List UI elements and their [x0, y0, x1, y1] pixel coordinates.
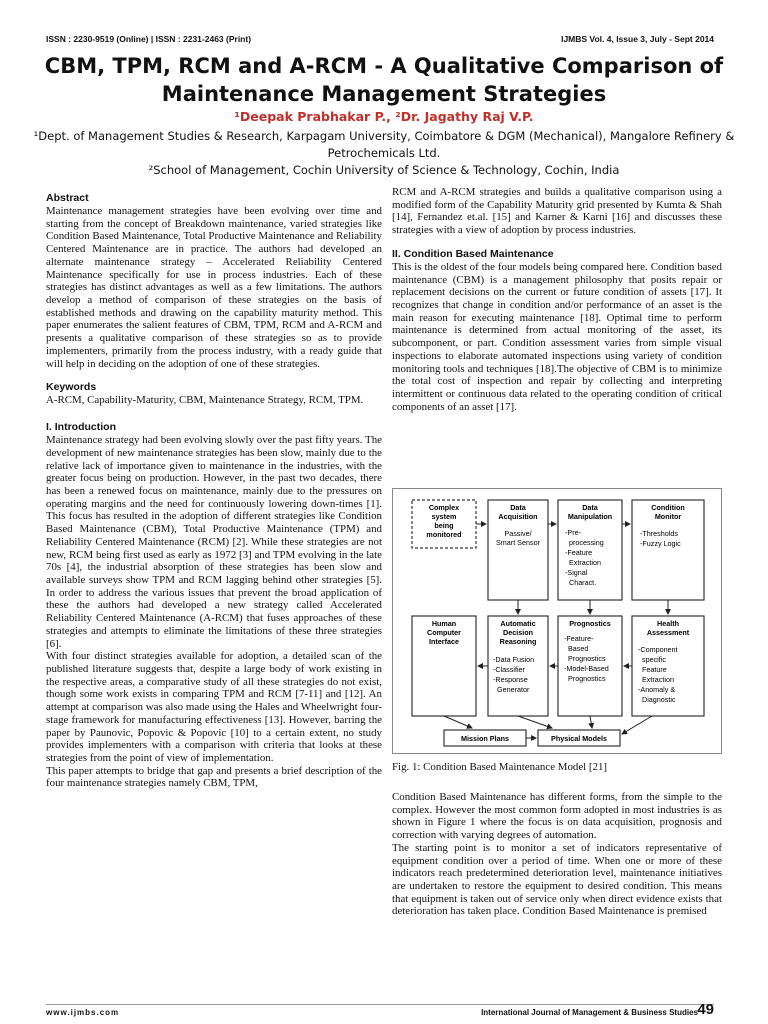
figure-label: Condition — [651, 503, 685, 512]
issn-header: ISSN : 2230-9519 (Online) | ISSN : 2231-2463 (Print) — [46, 34, 252, 44]
left-column — [46, 192, 382, 790]
figure-label: Assessment — [646, 628, 690, 637]
figure-label: -Feature- — [564, 634, 594, 643]
figure-label: -Pre- — [565, 528, 581, 537]
abstract-heading: Abstract — [46, 192, 89, 204]
introduction-heading: I. Introduction — [46, 421, 116, 434]
figure-label: Interface — [429, 637, 459, 646]
cbm-model-figure — [392, 488, 722, 754]
paper-title: CBM, TPM, RCM and A-RCM - A Qualitative Comparison of Maintenance Management Strategies — [44, 54, 724, 106]
authors: ¹Deepak Prabhakar P., ²Dr. Jagathy Raj V.P. — [234, 109, 534, 124]
figure-label: Health — [657, 619, 679, 628]
figure-label: Smart Sensor — [496, 538, 540, 547]
figure-label: Physical Models — [551, 734, 607, 743]
figure-caption: Fig. 1: Condition Based Maintenance Model [21] — [392, 761, 608, 773]
figure-label: Monitor — [654, 512, 682, 521]
right-column-bottom — [392, 791, 722, 918]
figure-label: -Signal — [565, 568, 588, 577]
figure-label: Passive/ — [504, 529, 532, 538]
figure-label: -Model-Based — [564, 664, 609, 673]
figure-label: Complex — [428, 503, 460, 512]
intro-paragraph: Maintenance strategy had been evolving slowly over the past fifty years. The development of new maintenance strategies has been slow, mainly due to the relative lack of importance given to maintenance in the industries, with the greater focus being on production. However, in the past two decades, there has been a renewed focus on maintenance, mainly due to the pressures on operating margins and the need for continuously lowering down-times [1]. This focus has resulted in the adoption of different strategies like Condition Based Maintenance (CBM), Total Productive Maintenance (TPM) and Reliability Centered Maintenance (RCM) [2]. While these strategies are not new, RCM being first used as early as 1972 [3] and TPM evolving in the late 70s [4], the industrial absorption of these strategies has been slow and available surveys show TPM and RCM lagging behind other strategies [5]. In order to address the various issues that prevent the broad application of these the authors had developed a new strategy called Accelerated Reliability Centered Maintenance (A-RCM) that fuses approaches of these strategies and attempts to eliminate the limitations of these three strategies [6]. — [46, 434, 382, 650]
figure-label: Computer — [427, 628, 461, 637]
right-top-text: RCM and A-RCM strategies and builds a qualitative comparison using a modified form of the Capability Maturity grid presented by Kumta & Shah [14], Fernandez et.al. [15] and Karner & Karni [16] and discusses these strategies with a view of adoption by process industries. — [392, 186, 722, 237]
keywords-heading: Keywords — [46, 381, 97, 394]
figure-label: -Response — [493, 675, 528, 684]
figure-label: Diagnostic — [642, 695, 676, 704]
figure-label: being — [434, 521, 454, 530]
figure-label: -Feature — [565, 548, 593, 557]
figure-label: Automatic — [500, 619, 536, 628]
figure-label: Prognostics — [568, 654, 606, 663]
figure-label: Manipulation — [567, 512, 613, 521]
cbm-heading: II. Condition Based Maintenance — [392, 247, 554, 260]
figure-label: Reasoning — [499, 637, 537, 646]
figure-label: processing — [569, 538, 604, 547]
figure-label: -Classifier — [493, 665, 525, 674]
intro-paragraph: With four distinct strategies available for adoption, a detailed scan of the published literature suggests that, despite a large body of work existing in the respective areas, a comparative study of all these strategies do not exist, though some work exists in comparing TPM and RCM [7-11] and [12]. An attempt at comparison was also made using the Hales and Wheelwright four-stage framework for manufacturing effectiveness [13]. However, barring the paper by Paunovic, Popovic & Popovic [10] to a certain extent, no study provides implementers with a comparison with criteria that looks at these strategies from the point of view of implementation. — [46, 650, 382, 765]
footer-rule — [46, 1004, 714, 1005]
figure-label: monitored — [426, 530, 462, 539]
figure-label: Acquisition — [498, 512, 538, 521]
figure-label: -Component — [638, 645, 678, 654]
journal-header: IJMBS Vol. 4, Issue 3, July - Sept 2014 — [561, 34, 714, 44]
right-bottom-paragraph: Condition Based Maintenance has different forms, from the simple to the complex. However the most common form adopted in most industries is as shown in Figure 1 where the focus is on data acquisition, prognosis and correction with varying degrees of automation. — [392, 791, 722, 842]
abstract-text: Maintenance management strategies have been evolving over time and starting from the concept of Breakdown maintenance, varied strategies like Condition Based Maintenance, Total Productive Maintenance and Reliability Centered Maintenance are in practice. The authors had developed an alternate maintenance strategy – Accelerated Reliability Centered Maintenance specifically for use in process industries. Each of these strategies has distinct advantages as well as a few limitations. The authors develop a method of comparison of these strategies on the basis of established methods and drawing on the capability maturity method. This paper enumerates the salient features of CBM, TPM, RCM and A-RCM and presents a qualitative comparison of these strategies so as to provide implementers, primarily from the process industry, with a ready guide that will help in deciding on the adoption of one of these strategies. — [46, 205, 382, 370]
figure-label: -Data Fusion — [493, 655, 535, 664]
figure-label: Prognostics — [569, 619, 611, 628]
keywords-text: A-RCM, Capability-Maturity, CBM, Maintenance Strategy, RCM, TPM. — [46, 394, 364, 407]
cbm-text: This is the oldest of the four models being compared here. Condition based maintenance (CBM) is a management philosophy that posits repair or replacement decisions on the current or future condition of assets [17]. It recognizes that change in condition and/or performance of an asset is the main reason for executing maintenance [18]. Optimal time to perform maintenance is determined from actual monitoring of the asset, its subcomponent, or part. Condition assessment varies from simple visual inspections to elaborate automated inspections using variety of condition monitoring tools and techniques [18].The objective of CBM is to minimize the total cost of inspection and repair by collecting and interpreting intermittent or continuous data related to the operating condition of critical components of an asset [17]. — [392, 260, 722, 413]
figure-label: Data — [582, 503, 598, 512]
figure-label: Based — [568, 644, 589, 653]
footer-journal: International Journal of Management & Business Studies — [481, 1008, 698, 1017]
footer-url[interactable]: www.ijmbs.com — [46, 1008, 120, 1017]
figure-label: Feature — [642, 665, 667, 674]
figure-label: Data — [510, 503, 526, 512]
page-number: 49 — [697, 1001, 714, 1018]
figure-label: specific — [642, 655, 666, 664]
figure-label: Extraction — [642, 675, 674, 684]
figure-label: Generator — [497, 685, 530, 694]
right-column-top — [392, 186, 722, 414]
affiliation-2: ²School of Management, Cochin University of Science & Technology, Cochin, India — [148, 163, 620, 177]
figure-label: system — [431, 512, 457, 521]
figure-label: Extraction — [569, 558, 601, 567]
intro-paragraph: This paper attempts to bridge that gap and presents a brief description of the four maintenance strategies namely CBM, TPM, — [46, 764, 382, 790]
figure-label: Decision — [503, 628, 533, 637]
figure-label: Prognostics — [568, 674, 606, 683]
affiliation-1: ¹Dept. of Management Studies & Research, Karpagam University, Coimbatore & DGM (Mechanical), Mangalore Refinery & Petrochemicals Ltd. — [33, 129, 735, 160]
figure-label: Mission Plans — [461, 734, 509, 743]
right-bottom-paragraph: The starting point is to monitor a set of indicators representative of equipment condition over a period of time. When one or more of these indicators reach predetermined deterioration level, maintenance initiatives are undertaken to restore the equipment to desired condition. This means that equipment is taken out of service only when direct evidence exists that deterioration has taken place. Condition Based Maintenance is premised — [392, 841, 722, 918]
figure-label: -Anomaly & — [638, 685, 676, 694]
figure-label: Charact. — [569, 578, 597, 587]
figure-label: -Fuzzy Logic — [640, 539, 681, 548]
figure-label: -Thresholds — [640, 529, 678, 538]
figure-label: Human — [431, 619, 457, 628]
